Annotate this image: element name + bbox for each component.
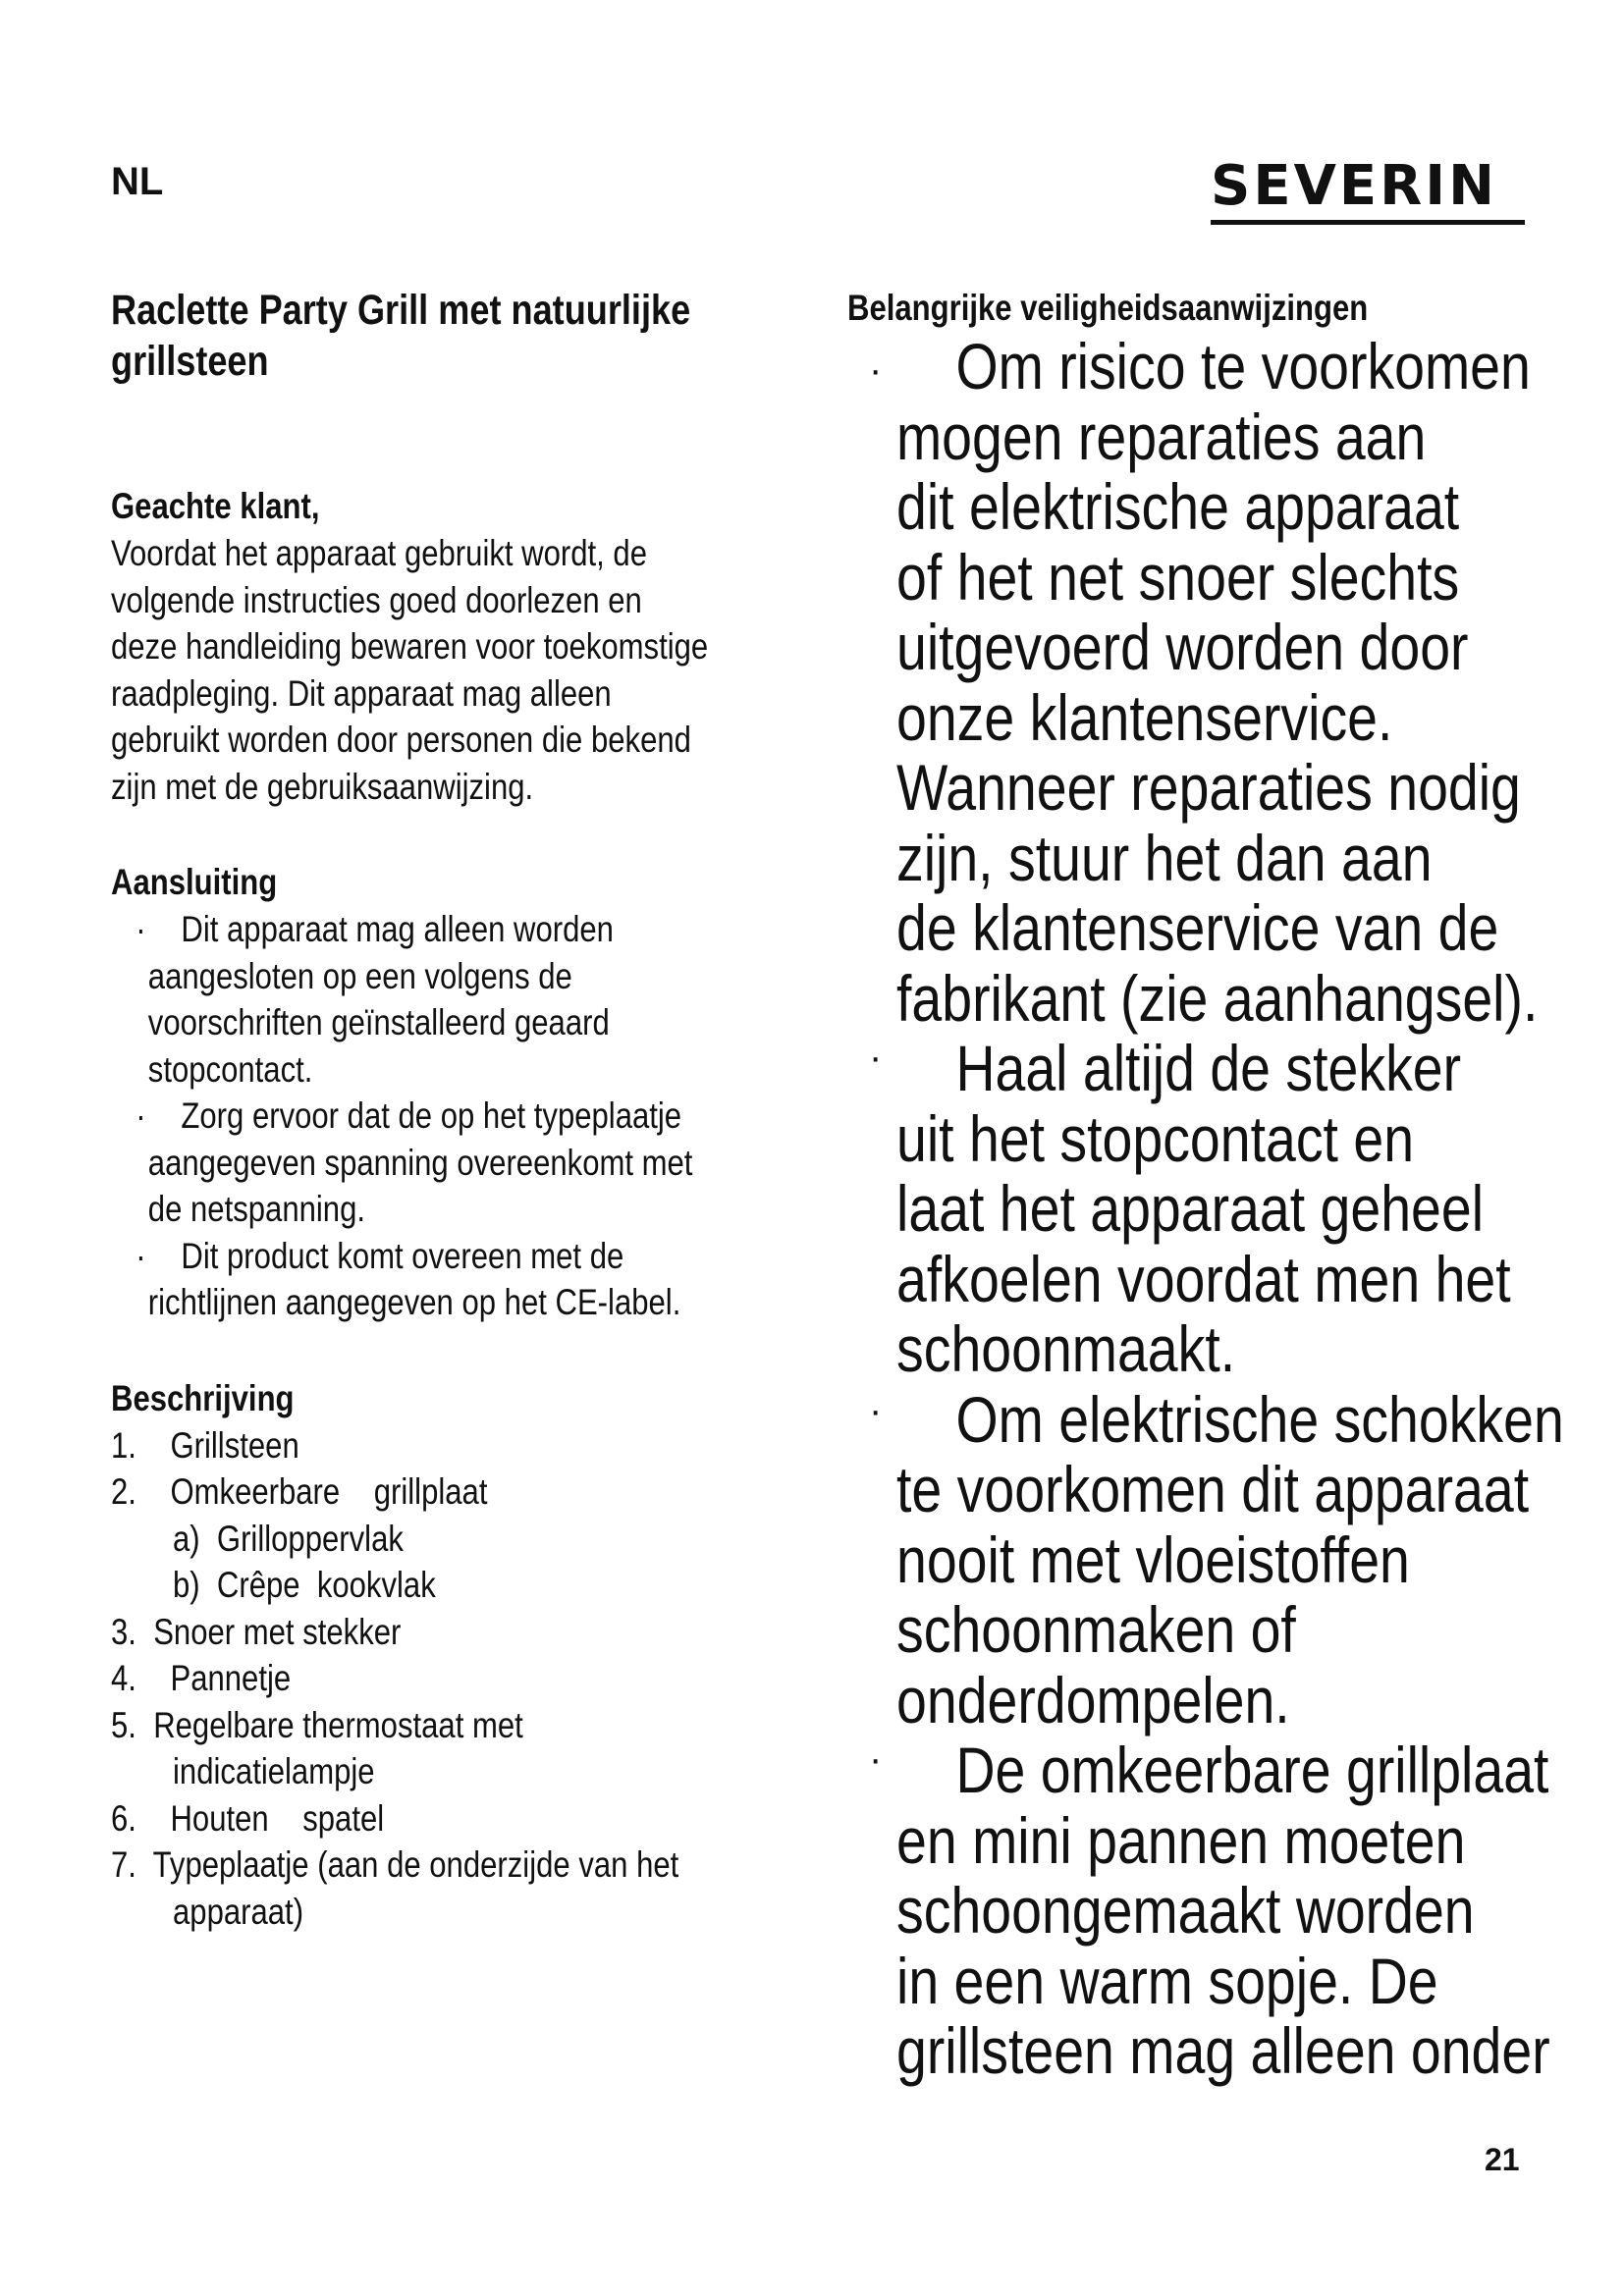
- page-number: 21: [1485, 2142, 1520, 2177]
- safety-line: schoonmaakt.: [896, 1312, 1236, 1385]
- bullet-dot: ·: [869, 1737, 883, 1781]
- list-item: 1. Grillsteen: [111, 1424, 299, 1466]
- safety-line: De omkeerbare grillplaat: [955, 1734, 1549, 1806]
- safety-line: de klantenservice van de: [896, 891, 1499, 964]
- safety-line: zijn, stuur het dan aan: [896, 821, 1433, 894]
- greeting-line: gebruikt worden door personen die bekend: [111, 720, 691, 760]
- title-line: Raclette Party Grill met natuurlijke: [111, 287, 691, 334]
- safety-line: Om risico te voorkomen: [955, 330, 1531, 402]
- bullet-dot: ·: [869, 1389, 883, 1432]
- list-item: 4. Pannetje: [111, 1658, 292, 1698]
- safety-line: nooit met vloeistoffen: [896, 1522, 1410, 1596]
- safety-line: laat het apparaat geheel: [896, 1172, 1485, 1245]
- list-item: 2. Omkeerbare grillplaat: [111, 1471, 488, 1512]
- safety-line: schoonmaken of: [896, 1593, 1296, 1666]
- safety-line: grillsteen mag alleen onder: [896, 2014, 1550, 2087]
- greeting-line: volgende instructies goed doorlezen en: [111, 579, 642, 620]
- bullet-line: aangegeven spanning overeenkomt met: [147, 1142, 693, 1183]
- language-code: NL: [111, 160, 164, 203]
- list-item-continuation: apparaat): [173, 1891, 304, 1932]
- connection-bullet: [111, 906, 857, 1093]
- logo-underline: [1211, 220, 1525, 225]
- safety-line: Wanneer reparaties nodig: [896, 751, 1521, 824]
- safety-line: schoongemaakt worden: [896, 1874, 1475, 1947]
- bullet-dot: ·: [135, 1235, 146, 1276]
- safety-line: Haal altijd de stekker: [955, 1032, 1462, 1104]
- connection-heading: Aansluiting: [111, 862, 278, 902]
- connection-section: [111, 859, 857, 1326]
- connection-bullet: [111, 1233, 857, 1326]
- list-item: 5. Regelbare thermostaat met: [111, 1704, 523, 1745]
- safety-line: en mini pannen moeten: [896, 1803, 1466, 1877]
- bullet-dot: ·: [135, 909, 146, 949]
- description-section: [111, 1375, 857, 1936]
- safety-line: of het net snoer slechts: [896, 540, 1460, 614]
- safety-line: fabrikant (zie aanhangsel).: [896, 961, 1539, 1035]
- safety-line: onderdompelen.: [896, 1663, 1290, 1736]
- document-title: [111, 285, 857, 387]
- list-item: 3. Snoer met stekker: [111, 1611, 402, 1652]
- severin-logo: SEVERIN: [1211, 154, 1498, 218]
- greeting-heading: Geachte klant,: [111, 486, 320, 526]
- safety-line: te voorkomen dit apparaat: [896, 1453, 1530, 1525]
- bullet-dot: ·: [869, 1036, 883, 1079]
- bullet-line: richtlijnen aangegeven op het CE-label.: [147, 1282, 681, 1322]
- greeting-line: Voordat het apparaat gebruikt wordt, de: [111, 533, 647, 573]
- greeting-line: deze handleiding bewaren voor toekomstige: [111, 626, 709, 667]
- safety-line: onze klantenservice.: [896, 680, 1393, 754]
- bullet-line: Zorg ervoor dat de op het typeplaatje: [181, 1095, 682, 1136]
- safety-text: [896, 332, 1584, 2087]
- list-item: 6. Houten spatel: [111, 1797, 385, 1839]
- bullet-dot: ·: [135, 1095, 146, 1136]
- list-item: 7. Typeplaatje (aan de onderzijde van het: [111, 1844, 679, 1885]
- connection-bullet: [111, 1093, 857, 1233]
- bullet-line: stopcontact.: [147, 1048, 313, 1090]
- safety-line: afkoelen voordat men het: [896, 1242, 1511, 1315]
- safety-line: dit elektrische apparaat: [896, 470, 1460, 543]
- safety-line: Om elektrische schokken: [955, 1382, 1564, 1456]
- greeting-line: zijn met de gebruiksaanwijzing.: [111, 766, 534, 807]
- left-column: [111, 285, 857, 1935]
- bullet-line: de netspanning.: [147, 1189, 366, 1229]
- safety-line: in een warm sopje. De: [896, 1944, 1438, 2017]
- safety-line: uit het stopcontact en: [896, 1101, 1415, 1175]
- greeting-section: [111, 483, 857, 810]
- bullet-line: aangesloten op een volgens de: [147, 955, 572, 996]
- safety-line: uitgevoerd worden door: [896, 611, 1469, 683]
- safety-line: mogen reparaties aan: [896, 400, 1427, 473]
- right-column: [847, 285, 1535, 332]
- title-line: grillsteen: [111, 338, 269, 385]
- list-subitem: a) Grilloppervlak: [173, 1518, 404, 1559]
- bullet-line: Dit apparaat mag alleen worden: [181, 909, 614, 949]
- bullet-line: Dit product komt overeen met de: [181, 1235, 624, 1276]
- bullet-line: voorschriften geïnstalleerd geaard: [147, 1002, 610, 1042]
- list-subitem: b) Crêpe kookvlak: [173, 1565, 436, 1605]
- safety-heading: Belangrijke veiligheidsaanwijzingen: [847, 288, 1369, 328]
- greeting-line: raadpleging. Dit apparaat mag alleen: [111, 672, 612, 714]
- description-heading: Beschrijving: [111, 1377, 295, 1418]
- list-item-continuation: indicatielampje: [173, 1751, 375, 1791]
- bullet-dot: ·: [869, 348, 883, 392]
